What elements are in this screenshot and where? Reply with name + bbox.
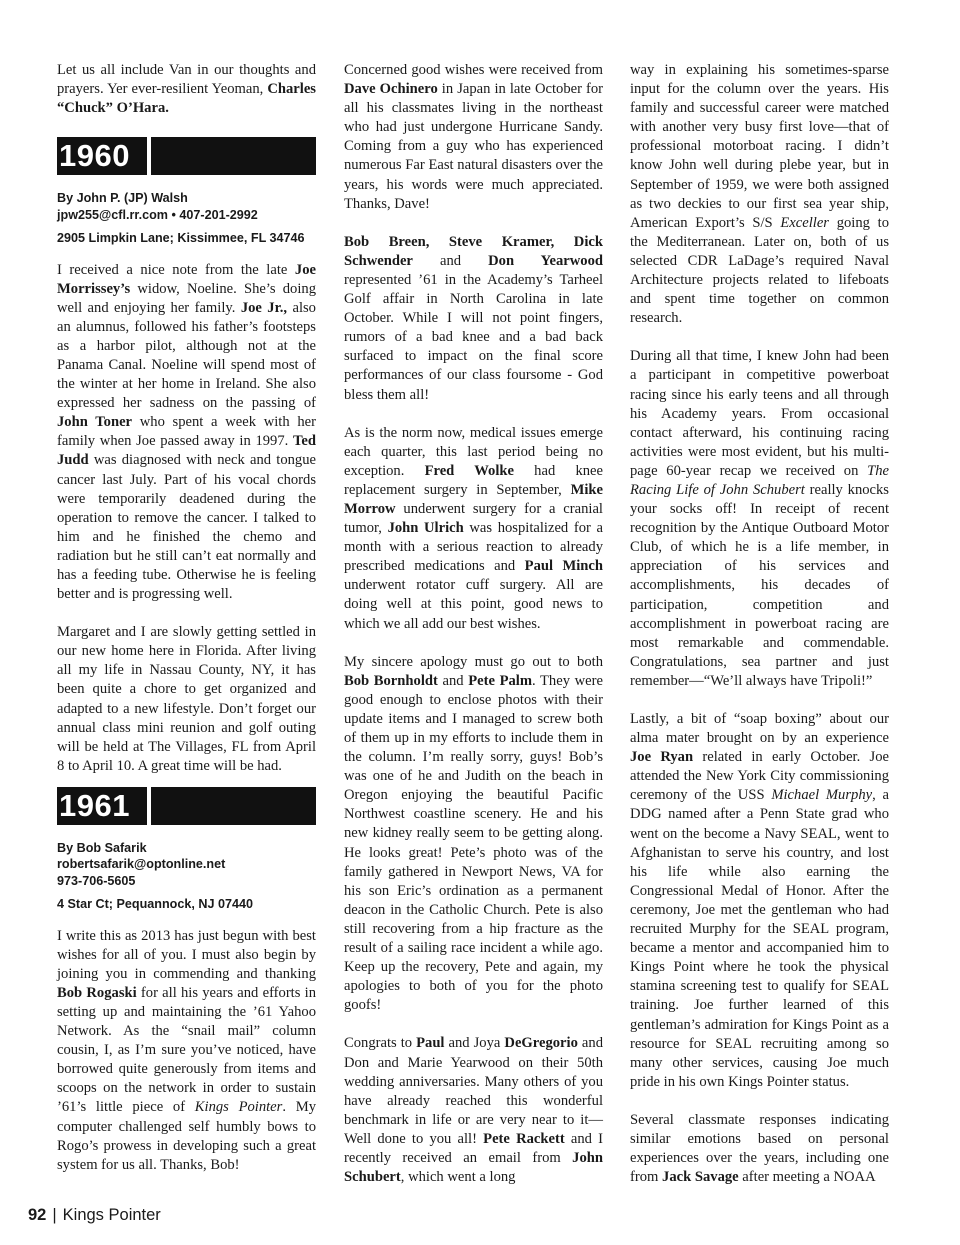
column-2 [344, 61, 603, 1187]
year-label-1961: 1961 [57, 787, 147, 825]
paragraph: Congrats to Paul and Joya DeGregorio and Don and Marie Yearwood on their 50th wedding anniversaries. Many others of you have already reached this wonderful benchmark in life or are very near to it—Well done to you all! Pete Rackett and I recently received an email from John Schubert, which went a long [344, 1035, 603, 1186]
paragraph: During all that time, I knew John had been a participant in competitive powerboat racing since his early teens and all through his Academy years. From occasional contact afterward, his continuing racing activities were most evident, but his multi-page 60-year recap we received on The Racing Life of John Schubert really knocks your socks off! In receipt of recent recognition by the Antique Outboard Motor Club, of which he is a life member, in appreciation of his services and accomplishments, his decades of participation, competition and accomplishment in powerboat racing are most remarkable and commendable. Congratulations, sea partner and just remember—“We’ll always have Tripoli!” [630, 348, 889, 689]
year-label-1960: 1960 [57, 137, 147, 175]
paragraph: I received a nice note from the late Joe Morrissey’s widow, Noeline. She’s doing well and enjoying her family. Joe Jr., also an alumnus, followed his father’s footsteps as a harbor pilot, although not at the Panama Canal. Noeline will spend most of the winter at her home in Ireland. She also expressed her sadness on the passing of John Toner who spent a week with her family when Joe passed away in 1997. Ted Judd was diagnosed with neck and tongue cancer last July. Part of his vocal chords were temporarily deadened during the operation to remove the cancer. I talked to him and he finished the chemo and radiation but he still can’t eat normally and has a feeding tube. Otherwise he is feeling better and is progressing well. [57, 261, 316, 603]
contact-block-1960 [57, 190, 316, 246]
phone: 973-706-5605 [57, 873, 136, 888]
contact-block-1961 [57, 840, 316, 913]
email: robertsafarik@optonline.net [57, 857, 226, 872]
paragraph: Lastly, a bit of “soap boxing” about our alma mater brought on by an experience Joe Ryan related in early October. Joe attended the New York City commissioning ceremony of the USS Michael Murphy, a DDG named after a Penn State grad who went on the become a Navy SEAL, went to Afghanistan to serve his country, and lost his life while also earning the Congressional Medal of Honor. After the ceremony, Joe met the gentleman who had recruited Murphy for the SEAL program, became a mentor and accompanied him to Kings Point where he took the physical stamina screening test to qualify for SEAL training. Joe further learned of this gentleman’s admiration for Kings Point as a resource for SEAL recruiting among so many other services, causing Joe much pride in his own Kings Pointer status. [630, 711, 889, 1090]
paragraph: Margaret and I are slowly getting settled in our new home here in Florida. After living all my life in Nassau County, NY, it has been quite a chore to get organized and adapted to a new lifestyle. Don’t forget our annual class mini reunion and golf outing will be held at The Villages, FL from April 8 to April 10. A great time will be had. [57, 624, 316, 774]
paragraph: Concerned good wishes were received from Dave Ochinero in Japan in late October for all his classmates living in the northeast who had just undergone Hurricane Sandy. Coming from a guy who has experienced numerous Far East natural disasters over the years, his words were much appreciated. Thanks, Dave! [344, 62, 604, 212]
footer-separator: | [52, 1206, 57, 1224]
year-header-1960 [57, 137, 316, 175]
mailing-address: 2905 Limpkin Lane; Kissimmee, FL 34746 [57, 231, 305, 246]
paragraph: I write this as 2013 has just begun with best wishes for all of you. I must also begin by joining you in commending and thanking Bob Rogaski for all his years and efforts in setting up and maintaining the ’61 Yahoo Network. As the “snail mail” column cousin, I, as I’m sure you’ve noticed, have borrowed quite generously from items and scoops on the network in order to sustain ’61’s little piece of Kings Pointer. My computer challenged self humbly bows to Rogo’s prowess in developing such a great system for us all. Thanks, Bob! [57, 927, 316, 1173]
year-bar-fill [151, 787, 316, 825]
publication-name: Kings Pointer [62, 1206, 161, 1224]
column-1 [57, 61, 316, 1175]
author-byline: By John P. (JP) Walsh [57, 191, 188, 206]
signature-name: Charles “Chuck” O’Hara. [57, 81, 316, 117]
paragraph: My sincere apology must go out to both Bob Bornholdt and Pete Palm. They were good enough to enclose photos with their update items and I managed to screw both of them up in my efforts to include them in the column. I’m really sorry, guys! Bob’s was one of he and Judith on the beach in Oregon enjoying the beautiful Pacific Northwest coastline scenery. He and his new kidney really seem to be getting along. He looks great! Pete’s photo was of the family gathered in Newport News, VA for his son Eric’s ordination as a permanent deacon in the Catholic Church. Pete is also still recovering from a hip fracture as the result of a sailing race incident a while ago. Keep up the recovery, Pete and again, my apologies to both of you for the photo goofs! [344, 653, 603, 1014]
intro-paragraph: Let us all include Van in our thoughts and prayers. Yer ever-resilient Yeoman, Charles “Chuck” O’Hara. [57, 62, 316, 117]
page-footer [28, 1204, 161, 1226]
year-header-1961 [57, 787, 316, 825]
page-number: 92 [28, 1206, 47, 1224]
author-byline: By Bob Safarik [57, 840, 147, 855]
paragraph: way in explaining his sometimes-sparse input for the column over the years. His family and successful career were matched with another very busy first love—that of professional motorboat racing. I didn’t know John well during plebe year, but in September of 1959, we were both assigned as two deckies to our first sea year ship, American Export’s S/S Exceller going to the Mediterranean. Later on, both of us selected CDR LaDage’s required Naval Architecture projects related to lifeboats and spent time together on common research. [630, 62, 889, 327]
paragraph: As is the norm now, medical issues emerge each quarter, this last period being no exception. Fred Wolke had knee replacement surgery in September, Mike Morrow underwent surgery for a cranial tumor, John Ulrich was hospitalized for a month with a serious reaction to already prescribed medications and Paul Minch underwent rotator cuff surgery. All are doing well at this point, good news to which we all add our best wishes. [344, 424, 604, 632]
column-3 [630, 61, 889, 1187]
paragraph: Several classmate responses indicating similar emotions based on personal experiences over the years, including one from Jack Savage after meeting a NOAA [630, 1111, 889, 1186]
email-phone: jpw255@cfl.rr.com • 407-201-2992 [57, 207, 258, 222]
mailing-address: 4 Star Ct; Pequannock, NJ 07440 [57, 897, 253, 912]
year-bar-fill [151, 137, 316, 175]
paragraph: Bob Breen, Steve Kramer, Dick Schwender and Don Yearwood represented ’61 in the Academy’s Tarheel Golf affair in North Carolina in late October. While I will not point fingers, rumors of a bad knee and a bad back surfaced to impact on the final score performances of our class foursome - God bless them all! [344, 233, 603, 403]
